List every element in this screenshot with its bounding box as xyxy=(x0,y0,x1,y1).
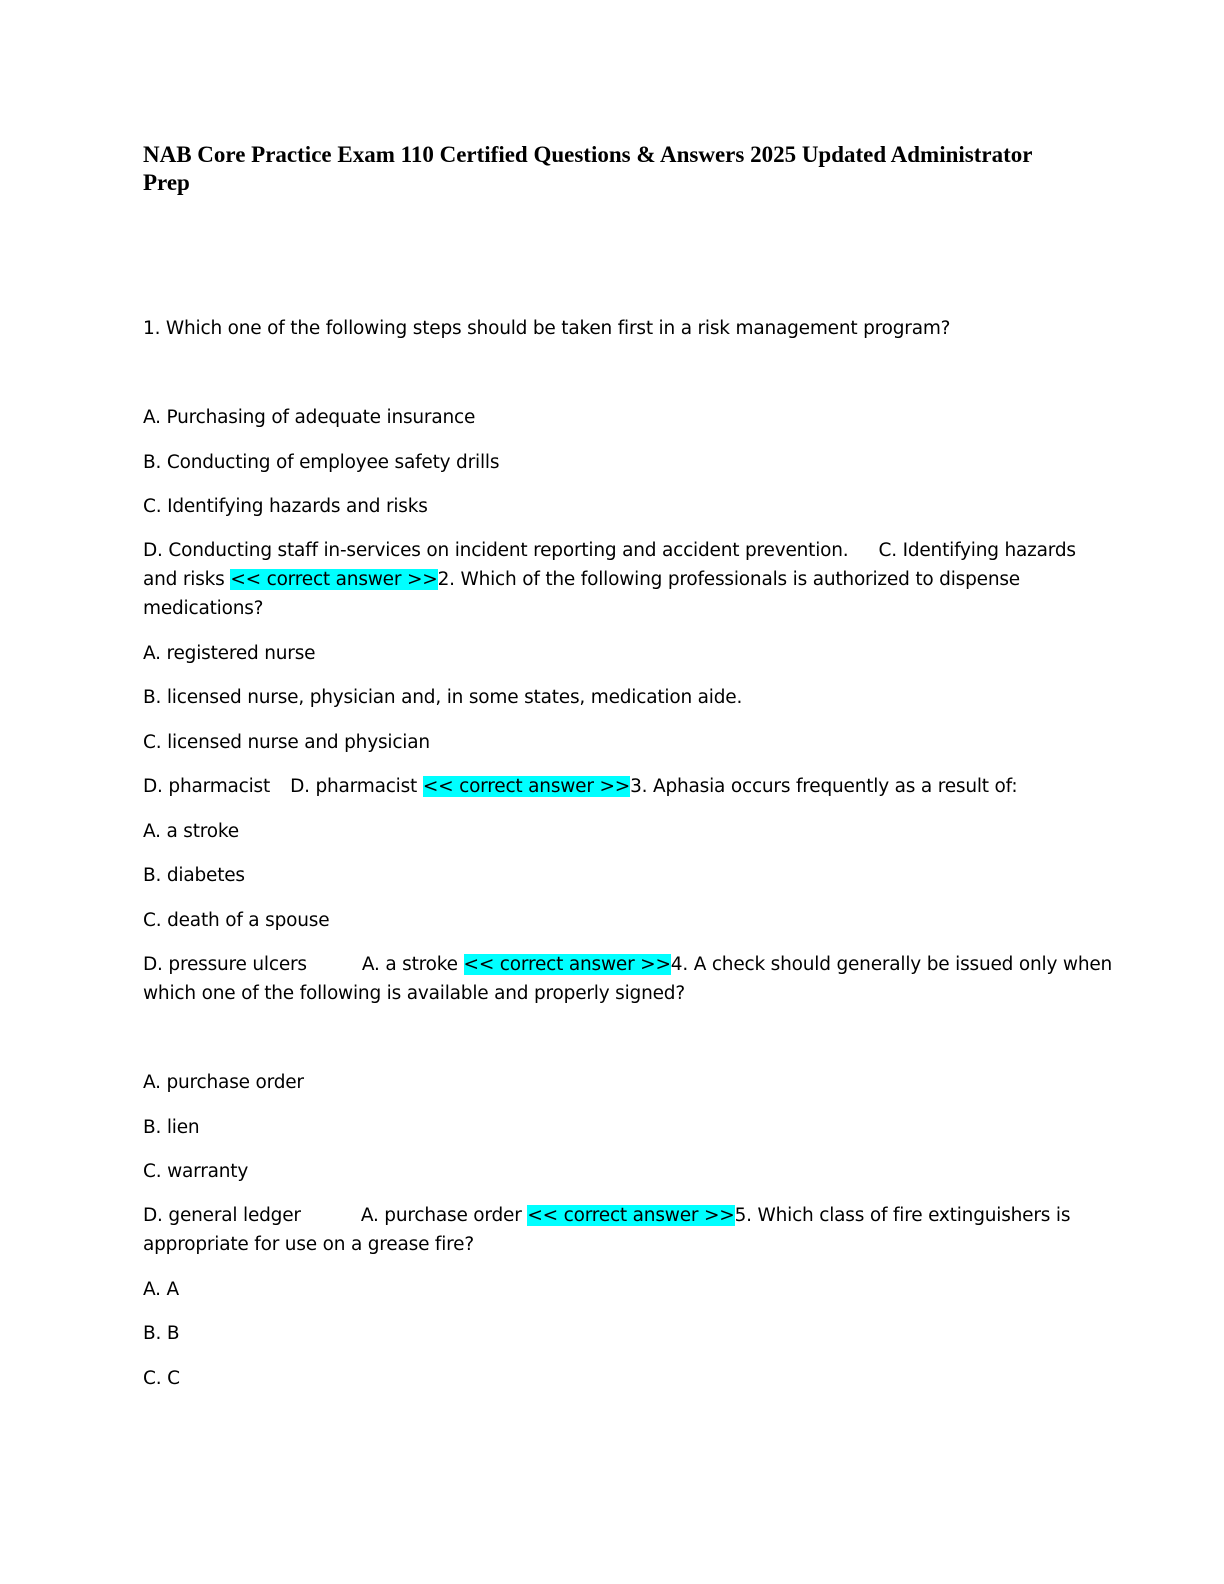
question-2-option-a: A. registered nurse xyxy=(143,643,316,664)
question-5: 5. Which class of fire extinguishers is xyxy=(734,1205,1071,1226)
question-4: 4. A check should generally be issued only when xyxy=(670,954,1113,975)
question-4-cont: which one of the following is available and properly signed? xyxy=(143,983,685,1004)
correct-answer-marker: << correct answer >> xyxy=(527,1205,735,1226)
correct-answer-marker: << correct answer >> xyxy=(422,776,631,797)
question-4-answer: A. purchase order xyxy=(360,1205,522,1226)
correct-answer-marker: << correct answer >> xyxy=(230,569,438,590)
question-1-answer: C. Identifying hazards xyxy=(878,540,1076,561)
question-1-answer-cont: and risks xyxy=(143,569,225,590)
question-3-answer: A. a stroke xyxy=(361,954,458,975)
question-4-option-b: B. lien xyxy=(143,1117,200,1138)
question-1-option-c: C. Identifying hazards and risks xyxy=(143,496,428,517)
question-1-option-a: A. Purchasing of adequate insurance xyxy=(143,407,476,428)
question-4-option-d: D. general ledger xyxy=(143,1205,301,1226)
question-5-option-c: C. C xyxy=(143,1368,180,1389)
question-5-cont: appropriate for use on a grease fire? xyxy=(143,1234,474,1255)
question-3-option-b: B. diabetes xyxy=(143,865,245,886)
question-2: 2. Which of the following professionals is authorized to dispense xyxy=(437,569,1020,590)
question-1-option-b: B. Conducting of employee safety drills xyxy=(143,452,500,473)
question-3-option-a: A. a stroke xyxy=(143,821,239,842)
question-4-option-c: C. warranty xyxy=(143,1161,249,1182)
question-4-option-a: A. purchase order xyxy=(143,1072,304,1093)
document-title: NAB Core Practice Exam 110 Certified Questions & Answers 2025 Updated Administrator Prep xyxy=(143,142,1033,195)
question-2-option-b: B. licensed nurse, physician and, in some states, medication aide. xyxy=(143,687,743,708)
question-1-option-d: D. Conducting staff in-services on incident reporting and accident prevention. xyxy=(143,540,849,561)
question-2-answer: D. pharmacist xyxy=(290,776,418,797)
question-1-option-d-line xyxy=(143,536,1083,565)
question-2-cont: medications? xyxy=(143,598,264,619)
question-3-option-d-line xyxy=(143,950,1113,979)
question-2-option-d: D. pharmacist xyxy=(143,776,271,797)
question-2-option-c: C. licensed nurse and physician xyxy=(143,732,430,753)
question-2-start-line xyxy=(143,565,1083,594)
question-4-option-d-line xyxy=(143,1201,1083,1230)
question-5-option-a: A. A xyxy=(143,1279,179,1300)
correct-answer-marker: << correct answer >> xyxy=(463,954,671,975)
question-3-option-c: C. death of a spouse xyxy=(143,910,330,931)
question-1: 1. Which one of the following steps should be taken first in a risk management program? xyxy=(143,318,951,339)
question-3: 3. Aphasia occurs frequently as a result of: xyxy=(630,776,1018,797)
question-2-option-d-line xyxy=(143,772,1083,801)
question-5-option-b: B. B xyxy=(143,1323,180,1344)
question-3-option-d: D. pressure ulcers xyxy=(143,954,307,975)
